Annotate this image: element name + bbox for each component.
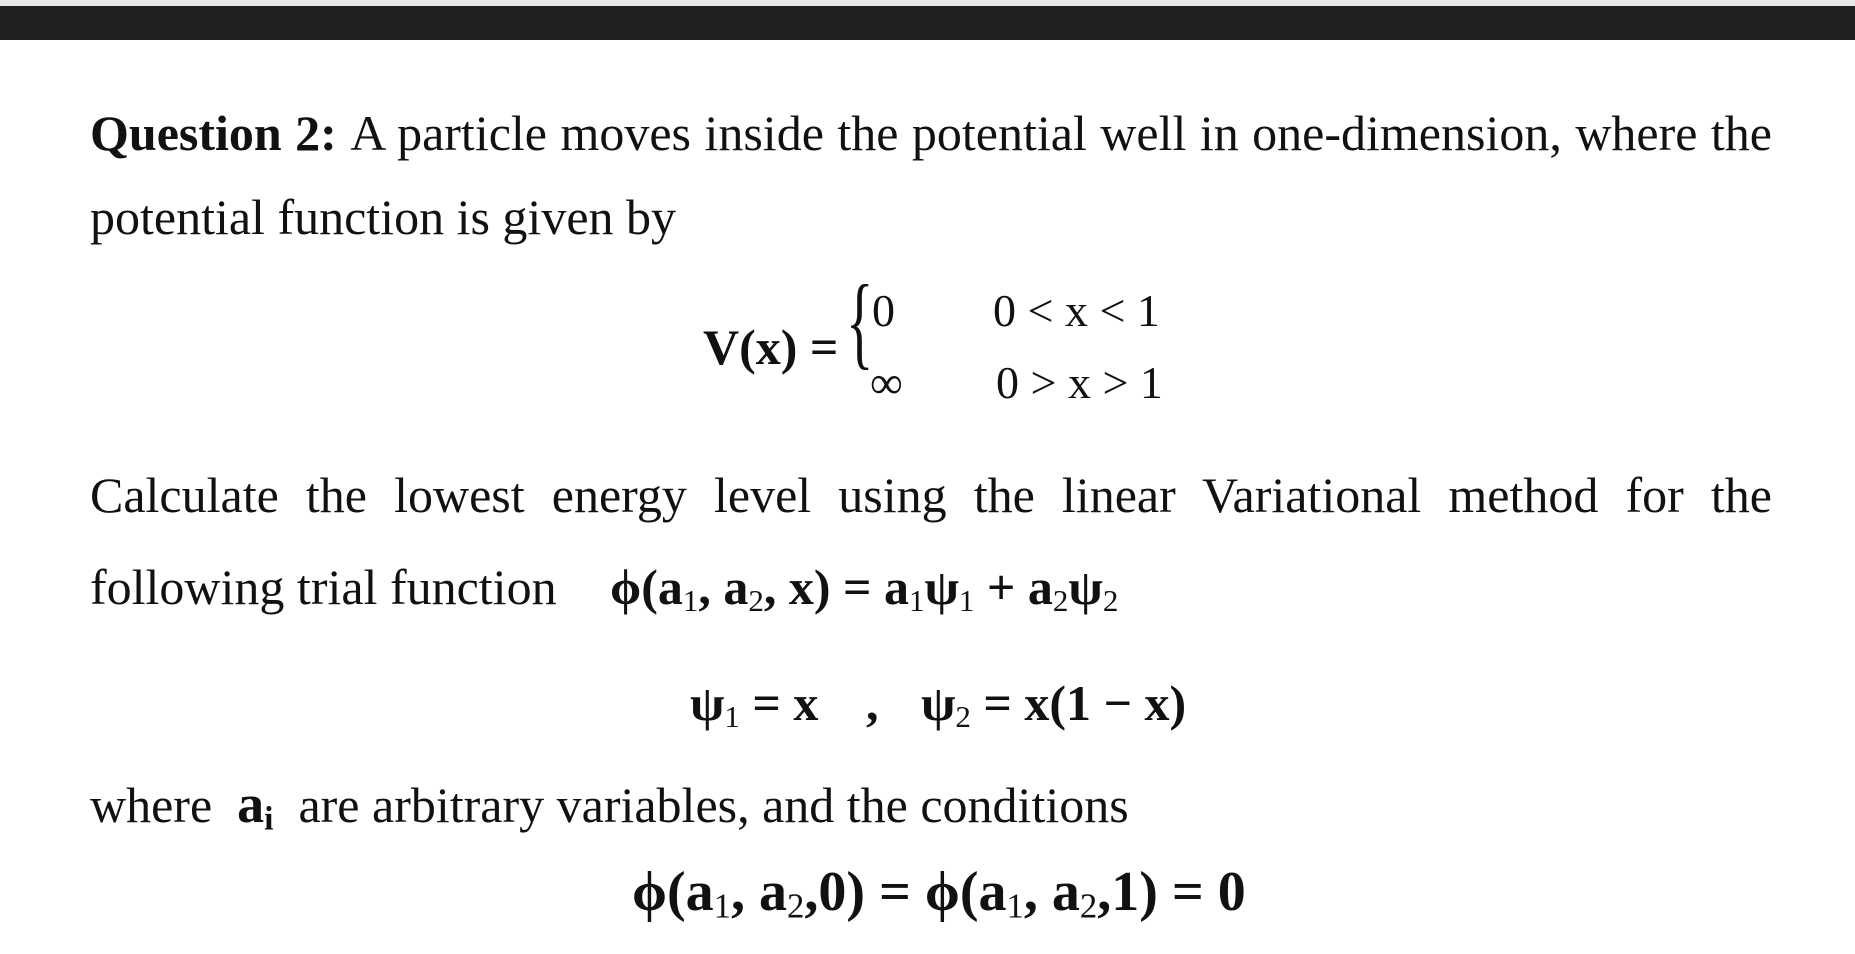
where-line: where $a_i$ are arbitrary variables, and the conditions bbox=[90, 774, 1129, 838]
case2-value: ∞ bbox=[870, 357, 903, 408]
question-intro-line-2: potential function is given by bbox=[90, 189, 677, 245]
psi1-definition: $\psi_1 = x$ bbox=[690, 675, 819, 734]
piecewise-brace: { bbox=[846, 264, 874, 379]
calculate-line-1: Calculate the lowest energy level using the linear Variational method for the bbox=[90, 467, 1772, 523]
potential-lhs: V(x) = bbox=[703, 319, 839, 375]
question-intro-line-1 bbox=[90, 105, 1772, 161]
psi2-definition: $\psi_2 = x(1 - x)$ bbox=[921, 675, 1187, 734]
calculate-line-2: following trial function bbox=[90, 559, 557, 615]
trial-function: $\phi(a_1$, $a_2$, $x) = a_1\psi_1 + a_2\psi_2$ bbox=[610, 559, 1119, 618]
top-bar bbox=[0, 0, 1855, 40]
boundary-condition: $\phi(a_1$, $a_2,0) = \phi(a_1$, $a_2,1) = 0$ bbox=[632, 861, 1246, 926]
question-intro-text: A particle moves inside the potential well in one-dimension, where the bbox=[350, 105, 1772, 161]
question-label: Question 2: bbox=[90, 105, 337, 161]
case1-condition: 0 < x < 1 bbox=[993, 285, 1160, 336]
case1-value: 0 bbox=[872, 285, 895, 336]
case2-condition: 0 > x > 1 bbox=[996, 357, 1163, 408]
basis-comma: , bbox=[866, 675, 879, 731]
a-i-symbol: $a_i$ bbox=[237, 774, 274, 838]
